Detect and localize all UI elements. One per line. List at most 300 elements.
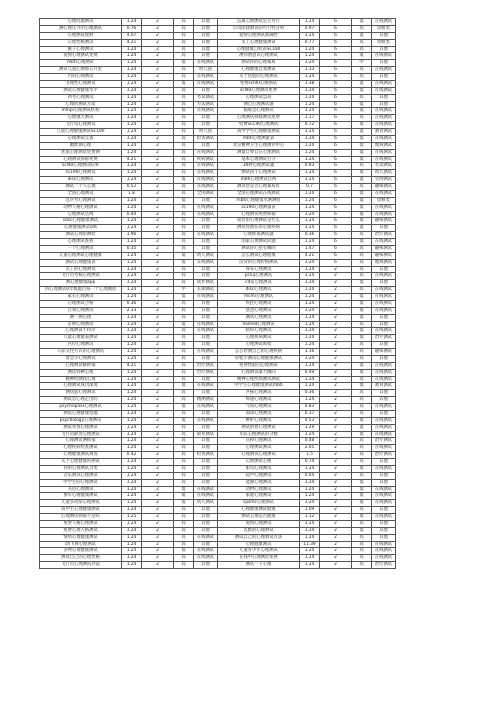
score-b-cell: 1.24 xyxy=(300,520,320,527)
score-a-cell: 1.24 xyxy=(122,287,142,294)
keyword-b-cell: 基本心理测试打分 xyxy=(218,156,300,163)
level-a-cell: 2 xyxy=(142,548,174,555)
level-b-cell: 2 xyxy=(320,555,352,562)
level-b-cell: 6 xyxy=(320,122,352,129)
category-a-cell: 其他 xyxy=(194,514,218,521)
score-a-cell: 1.24 xyxy=(122,101,142,108)
keyword-b-cell: 在线中心理测试免费 xyxy=(218,555,300,562)
rank-a-cell: 高 xyxy=(174,349,194,356)
keyword-b-cell: 能源心理测试 xyxy=(218,479,300,486)
level-b-cell: 6 xyxy=(320,259,352,266)
score-a-cell: 1.24 xyxy=(122,115,142,122)
rank-a-cell: 高 xyxy=(174,39,194,46)
keyword-b-cell: mbti心理健康水测测验 xyxy=(218,197,300,204)
level-b-cell: 6 xyxy=(320,232,352,239)
score-b-cell: 1.24 xyxy=(300,53,320,60)
rank-a-cell: 高 xyxy=(174,300,194,307)
spacer-cell xyxy=(396,32,466,39)
rank-a-cell: 高 xyxy=(174,94,194,101)
table-row xyxy=(40,404,466,411)
spacer-cell xyxy=(396,294,466,301)
score-a-cell: 1.24 xyxy=(122,280,142,287)
level-a-cell: 2 xyxy=(142,438,174,445)
table-row xyxy=(40,287,466,294)
category-a-cell: 长期测试 xyxy=(194,287,218,294)
spacer-cell xyxy=(396,300,466,307)
level-b-cell: 6 xyxy=(320,245,352,252)
score-b-cell: 0.37 xyxy=(300,410,320,417)
level-b-cell: 6 xyxy=(320,94,352,101)
rank-a-cell: 低 xyxy=(174,197,194,204)
level-b-cell: 2 xyxy=(320,335,352,342)
score-b-cell: 0.53 xyxy=(300,417,320,424)
rank-b-cell: 高 xyxy=(352,472,372,479)
score-b-cell: 1.24 xyxy=(300,328,320,335)
level-a-cell: 2 xyxy=(142,514,174,521)
score-a-cell: 1.24 xyxy=(122,239,142,246)
keyword-b-cell: 测量自尊自信心理测试 xyxy=(218,149,300,156)
level-b-cell: 2 xyxy=(320,349,352,356)
level-a-cell: 2 xyxy=(142,135,174,142)
rank-a-cell: 低 xyxy=(174,294,194,301)
keyword-b-cell: 儿童青少年心理测试 xyxy=(218,548,300,555)
score-b-cell: 1.24 xyxy=(300,135,320,142)
keyword-table-sheet xyxy=(39,18,465,569)
rank-a-cell: 高 xyxy=(174,149,194,156)
spacer-cell xyxy=(396,129,466,136)
level-b-cell: 6 xyxy=(320,32,352,39)
score-a-cell: 1.24 xyxy=(122,397,142,404)
category-b-cell: 其他 xyxy=(372,527,396,534)
score-b-cell: 1.24 xyxy=(300,32,320,39)
level-a-cell: 2 xyxy=(142,445,174,452)
table-row xyxy=(40,397,466,404)
category-a-cell: 其他 xyxy=(194,25,218,32)
level-a-cell: 2 xyxy=(142,259,174,266)
spacer-cell xyxy=(396,108,466,115)
rank-a-cell: 高 xyxy=(174,135,194,142)
rank-a-cell: 高 xyxy=(174,190,194,197)
rank-b-cell: 低 xyxy=(352,493,372,500)
score-b-cell: 1.24 xyxy=(300,142,320,149)
rank-a-cell: 高 xyxy=(174,507,194,514)
rank-a-cell: 高 xyxy=(174,156,194,163)
table-row xyxy=(40,410,466,417)
keyword-b-cell: 心理测试测试 xyxy=(218,445,300,452)
keyword-b-cell: 心理健康自检表SCL90 xyxy=(218,46,300,53)
score-b-cell: 1.24 xyxy=(300,177,320,184)
spacer-cell xyxy=(396,204,466,211)
category-a-cell: 在线测试 xyxy=(194,486,218,493)
category-a-cell: 其他 xyxy=(194,342,218,349)
score-a-cell: 1.24 xyxy=(122,149,142,156)
keyword-a-cell: 心理测试理财 xyxy=(40,32,122,39)
score-b-cell: 1.29 xyxy=(300,424,320,431)
level-a-cell: 2 xyxy=(142,149,174,156)
spacer-cell xyxy=(396,438,466,445)
category-b-cell: 其他 xyxy=(372,225,396,232)
level-a-cell: 2 xyxy=(142,472,174,479)
rank-a-cell: 高 xyxy=(174,362,194,369)
table-row xyxy=(40,197,466,204)
keyword-a-cell: disc心理测试 xyxy=(40,177,122,184)
score-b-cell: 1.24 xyxy=(300,129,320,136)
score-a-cell: 0.35 xyxy=(122,245,142,252)
level-b-cell: 6 xyxy=(320,225,352,232)
rank-a-cell: 高 xyxy=(174,25,194,32)
category-b-cell: 在线测试 xyxy=(372,445,396,452)
table-row xyxy=(40,60,466,67)
score-a-cell: 1.24 xyxy=(122,46,142,53)
rank-a-cell: 高 xyxy=(174,307,194,314)
level-a-cell: 2 xyxy=(142,376,174,383)
category-a-cell: 其他 xyxy=(194,355,218,362)
level-a-cell: 2 xyxy=(142,211,174,218)
rank-a-cell: 高 xyxy=(174,232,194,239)
category-b-cell: 在线测试 xyxy=(372,211,396,218)
rank-a-cell: 高 xyxy=(174,142,194,149)
keyword-b-cell: 测自心理测试题 xyxy=(218,101,300,108)
category-a-cell: 其他 xyxy=(194,225,218,232)
score-b-cell: 0.49 xyxy=(300,369,320,376)
rank-b-cell: 高 xyxy=(352,39,372,46)
category-b-cell: 其他 xyxy=(372,60,396,67)
rank-a-cell: 低 xyxy=(174,500,194,507)
keyword-b-cell: 全国心理测试在线测试 xyxy=(218,190,300,197)
rank-a-cell: 高 xyxy=(174,397,194,404)
rank-b-cell: 高 xyxy=(352,390,372,397)
keyword-b-cell: mbti心理测量表 xyxy=(218,135,300,142)
keyword-a-cell: 音乐测试心理测试 xyxy=(40,472,122,479)
rank-b-cell: 低 xyxy=(352,218,372,225)
score-a-cell: 1.24 xyxy=(122,266,142,273)
rank-b-cell: 低 xyxy=(352,362,372,369)
keyword-a-cell: 中学生的心理测试 xyxy=(40,479,122,486)
rank-b-cell: 高 xyxy=(352,266,372,273)
category-b-cell: 在线测试 xyxy=(372,424,396,431)
keyword-a-cell: ch卡牌心理测试 xyxy=(40,541,122,548)
table-row xyxy=(40,101,466,108)
level-a-cell: 2 xyxy=(142,25,174,32)
score-a-cell: 1.24 xyxy=(122,74,142,81)
category-a-cell: 在线测试 xyxy=(194,204,218,211)
category-b-cell: 其他 xyxy=(372,46,396,53)
level-a-cell: 2 xyxy=(142,541,174,548)
category-b-cell: 其他 xyxy=(372,507,396,514)
score-b-cell: 0.04 xyxy=(300,472,320,479)
score-b-cell: 1.47 xyxy=(300,245,320,252)
keyword-b-cell: 国家心理测试的题 xyxy=(218,239,300,246)
keyword-a-cell: 你的心理测试分类 xyxy=(40,465,122,472)
category-a-cell: 其他 xyxy=(194,218,218,225)
level-b-cell: 6 xyxy=(320,184,352,191)
rank-a-cell: 高 xyxy=(174,211,194,218)
rank-a-cell: 高 xyxy=(174,328,194,335)
keyword-b-cell: 保安心理测试 xyxy=(218,266,300,273)
spacer-cell xyxy=(396,122,466,129)
score-a-cell: 1.24 xyxy=(122,527,142,534)
rank-b-cell: 低 xyxy=(352,19,372,26)
level-b-cell: 2 xyxy=(320,300,352,307)
score-a-cell: 1.24 xyxy=(122,225,142,232)
level-b-cell: 2 xyxy=(320,287,352,294)
keyword-a-cell: 非理性心理测试 xyxy=(40,80,122,87)
score-b-cell: 1.24 xyxy=(300,335,320,342)
rank-a-cell: 高 xyxy=(174,225,194,232)
category-b-cell: 治疗测试 xyxy=(372,562,396,569)
spacer-cell xyxy=(396,479,466,486)
keyword-a-cell: 心理测试测抑郁 xyxy=(40,438,122,445)
score-a-cell: 1.24 xyxy=(122,486,142,493)
spacer-cell xyxy=(396,404,466,411)
category-a-cell: 其他 xyxy=(194,507,218,514)
score-b-cell: 1.24 xyxy=(300,287,320,294)
category-a-cell: 其他 xyxy=(194,39,218,46)
spacer-cell xyxy=(396,452,466,459)
keyword-b-cell: 测试心理测试 xyxy=(218,314,300,321)
score-b-cell: 0.83 xyxy=(300,404,320,411)
keyword-a-cell: 飞行员考核心理测试 xyxy=(40,273,122,280)
category-a-cell: 其他 xyxy=(194,87,218,94)
score-a-cell: 1.24 xyxy=(122,342,142,349)
level-a-cell: 2 xyxy=(142,417,174,424)
rank-b-cell: 低 xyxy=(352,479,372,486)
category-b-cell: 治疗测试 xyxy=(372,335,396,342)
level-a-cell: 2 xyxy=(142,177,174,184)
level-b-cell: 2 xyxy=(320,417,352,424)
keyword-a-cell: 飞行员职业心理测试 xyxy=(40,431,122,438)
keyword-b-cell: 职员心理测试 xyxy=(218,465,300,472)
spacer-cell xyxy=(396,74,466,81)
category-a-cell: 其他 xyxy=(194,472,218,479)
table-row xyxy=(40,562,466,569)
rank-a-cell: 高 xyxy=(174,445,194,452)
level-b-cell: 2 xyxy=(320,280,352,287)
keyword-table xyxy=(39,18,466,569)
level-a-cell: 2 xyxy=(142,520,174,527)
level-a-cell: 2 xyxy=(142,493,174,500)
category-b-cell: 其他 xyxy=(372,32,396,39)
rank-a-cell: 高 xyxy=(174,452,194,459)
spacer-cell xyxy=(396,465,466,472)
table-row xyxy=(40,74,466,81)
score-a-cell: 1.24 xyxy=(122,252,142,259)
category-a-cell: 检查测试 xyxy=(194,135,218,142)
category-a-cell: 幼儿测试 xyxy=(194,500,218,507)
score-a-cell: 1.24 xyxy=(122,170,142,177)
rank-b-cell: 高 xyxy=(352,245,372,252)
rank-b-cell: 低 xyxy=(352,335,372,342)
keyword-a-cell: 心理测试抑郁免费 xyxy=(40,156,122,163)
score-a-cell: 1.24 xyxy=(122,404,142,411)
rank-b-cell: 低 xyxy=(352,465,372,472)
rank-a-cell: 低 xyxy=(174,259,194,266)
level-b-cell: 6 xyxy=(320,218,352,225)
score-b-cell: 1.24 xyxy=(300,218,320,225)
level-a-cell: 2 xyxy=(142,80,174,87)
rank-a-cell: 高 xyxy=(174,266,194,273)
category-b-cell: 治疗测试 xyxy=(372,232,396,239)
spacer-cell xyxy=(396,80,466,87)
table-row xyxy=(40,424,466,431)
score-a-cell: 1.24 xyxy=(122,562,142,569)
rank-b-cell: 低 xyxy=(352,300,372,307)
rank-a-cell: 低 xyxy=(174,383,194,390)
rank-b-cell: 高 xyxy=(352,397,372,404)
table-row xyxy=(40,445,466,452)
rank-a-cell: 高 xyxy=(174,410,194,417)
category-b-cell: 在线测试 xyxy=(372,500,396,507)
keyword-b-cell: 面谈心理测试 xyxy=(218,410,300,417)
score-a-cell: 1.24 xyxy=(122,410,142,417)
keyword-b-cell: 高中学生心理健康测试 xyxy=(218,129,300,136)
rank-a-cell: 高 xyxy=(174,534,194,541)
category-a-cell: 其他 xyxy=(194,239,218,246)
rank-b-cell: 高 xyxy=(352,232,372,239)
score-a-cell: 1.24 xyxy=(122,204,142,211)
keyword-b-cell: 测试你潜在的心理疾病 xyxy=(218,225,300,232)
level-b-cell: 2 xyxy=(320,520,352,527)
keyword-a-cell: 情绪心理健康测试 xyxy=(40,534,122,541)
keyword-a-cell: 心理测试抑郁不是吗 xyxy=(40,514,122,521)
category-a-cell: 精测测试 xyxy=(194,397,218,404)
table-row xyxy=(40,438,466,445)
keyword-a-cell: mbti心理测试 xyxy=(40,60,122,67)
keyword-b-cell: 爱情心理测试准确性 xyxy=(218,32,300,39)
rank-a-cell: 高 xyxy=(174,245,194,252)
spacer-cell xyxy=(396,170,466,177)
spacer-cell xyxy=(396,355,466,362)
rank-a-cell: 低 xyxy=(174,108,194,115)
score-b-cell: 1.24 xyxy=(300,555,320,562)
table-row xyxy=(40,349,466,356)
category-a-cell: 疾病测试 xyxy=(194,156,218,163)
rank-b-cell: 高 xyxy=(352,321,372,328)
rank-a-cell: 高 xyxy=(174,163,194,170)
table-row xyxy=(40,328,466,335)
level-b-cell: 6 xyxy=(320,239,352,246)
score-b-cell: 1.24 xyxy=(300,94,320,101)
rank-a-cell: 低 xyxy=(174,486,194,493)
spacer-cell xyxy=(396,232,466,239)
rank-a-cell: 低 xyxy=(174,252,194,259)
table-row xyxy=(40,459,466,466)
score-a-cell: 1.8 xyxy=(122,190,142,197)
category-b-cell: 在线测试 xyxy=(372,273,396,280)
level-b-cell: 2 xyxy=(320,541,352,548)
spacer-cell xyxy=(396,135,466,142)
spacer-cell xyxy=(396,541,466,548)
rank-b-cell: 低 xyxy=(352,108,372,115)
level-b-cell: 6 xyxy=(320,74,352,81)
table-row xyxy=(40,177,466,184)
category-b-cell: 在线测试 xyxy=(372,541,396,548)
rank-a-cell: 高 xyxy=(174,74,194,81)
category-b-cell: 在线测试 xyxy=(372,87,396,94)
keyword-a-cell: 免费人格心理测试 xyxy=(40,520,122,527)
category-a-cell: 在线测试 xyxy=(194,349,218,356)
level-a-cell: 2 xyxy=(142,245,174,252)
category-a-cell: 幼儿园 xyxy=(194,67,218,74)
category-b-cell: 在线测试 xyxy=(372,190,396,197)
spacer-cell xyxy=(396,149,466,156)
level-b-cell: 6 xyxy=(320,204,352,211)
category-a-cell: 其他 xyxy=(194,53,218,60)
rank-b-cell: 高 xyxy=(352,46,372,53)
level-b-cell: 2 xyxy=(320,479,352,486)
level-a-cell: 2 xyxy=(142,87,174,94)
keyword-a-cell: 一个心理测试 xyxy=(40,245,122,252)
level-a-cell: 2 xyxy=(142,555,174,562)
score-b-cell: 1.24 xyxy=(300,60,320,67)
category-b-cell: 其他 xyxy=(372,459,396,466)
level-b-cell: 2 xyxy=(320,369,352,376)
score-b-cell: 1.24 xyxy=(300,486,320,493)
level-a-cell: 2 xyxy=(142,410,174,417)
score-b-cell: 1.24 xyxy=(300,500,320,507)
score-a-cell: 1.24 xyxy=(122,459,142,466)
category-a-cell: 其他 xyxy=(194,197,218,204)
spacer-cell xyxy=(396,101,466,108)
score-a-cell: 1.24 xyxy=(122,19,142,26)
category-b-cell: 其他 xyxy=(372,410,396,417)
level-b-cell: 2 xyxy=(320,390,352,397)
level-a-cell: 2 xyxy=(142,431,174,438)
score-a-cell: 1.24 xyxy=(122,328,142,335)
rank-b-cell: 低 xyxy=(352,383,372,390)
keyword-a-cell: 心理测试解抑郁 xyxy=(40,362,122,369)
level-b-cell: 2 xyxy=(320,404,352,411)
level-a-cell: 2 xyxy=(142,252,174,259)
keyword-a-cell: 测试心理的测验 xyxy=(40,232,122,239)
score-b-cell: 1.24 xyxy=(300,493,320,500)
category-a-cell: 在线测试 xyxy=(194,108,218,115)
keyword-b-cell: 心理测试抑郁测试免费 xyxy=(218,115,300,122)
rank-b-cell: 高 xyxy=(352,452,372,459)
score-b-cell: 1.12 xyxy=(300,514,320,521)
spacer-cell xyxy=(396,472,466,479)
spacer-cell xyxy=(396,459,466,466)
score-b-cell: 0.7 xyxy=(300,184,320,191)
keyword-a-cell: 全国心理测试 xyxy=(40,190,122,197)
keyword-a-cell: 幽默测心理 xyxy=(40,142,122,149)
level-b-cell: 6 xyxy=(320,87,352,94)
table-row xyxy=(40,87,466,94)
keyword-b-cell: 心理测试心理测试 xyxy=(218,452,300,459)
keyword-a-cell: 精神检测找心理 xyxy=(40,376,122,383)
keyword-a-cell: 儿童多动症心理测试 xyxy=(40,500,122,507)
level-b-cell: 6 xyxy=(320,60,352,67)
rank-b-cell: 高 xyxy=(352,555,372,562)
category-a-cell: 其他 xyxy=(194,19,218,26)
rank-b-cell: 高 xyxy=(352,562,372,569)
spacer-cell xyxy=(396,19,466,26)
score-a-cell: 1.24 xyxy=(122,87,142,94)
level-b-cell: 2 xyxy=(320,527,352,534)
category-b-cell: 其他 xyxy=(372,534,396,541)
spacer-cell xyxy=(396,335,466,342)
rank-b-cell: 低 xyxy=(352,307,372,314)
category-a-cell: 其他 xyxy=(194,438,218,445)
score-b-cell: 1.24 xyxy=(300,562,320,569)
score-b-cell: 0.36 xyxy=(300,390,320,397)
score-a-cell: 1.24 xyxy=(122,80,142,87)
table-row xyxy=(40,211,466,218)
table-row xyxy=(40,218,466,225)
category-b-cell: 教育测试 xyxy=(372,129,396,136)
category-a-cell: 其他 xyxy=(194,527,218,534)
category-a-cell: 其他 xyxy=(194,273,218,280)
